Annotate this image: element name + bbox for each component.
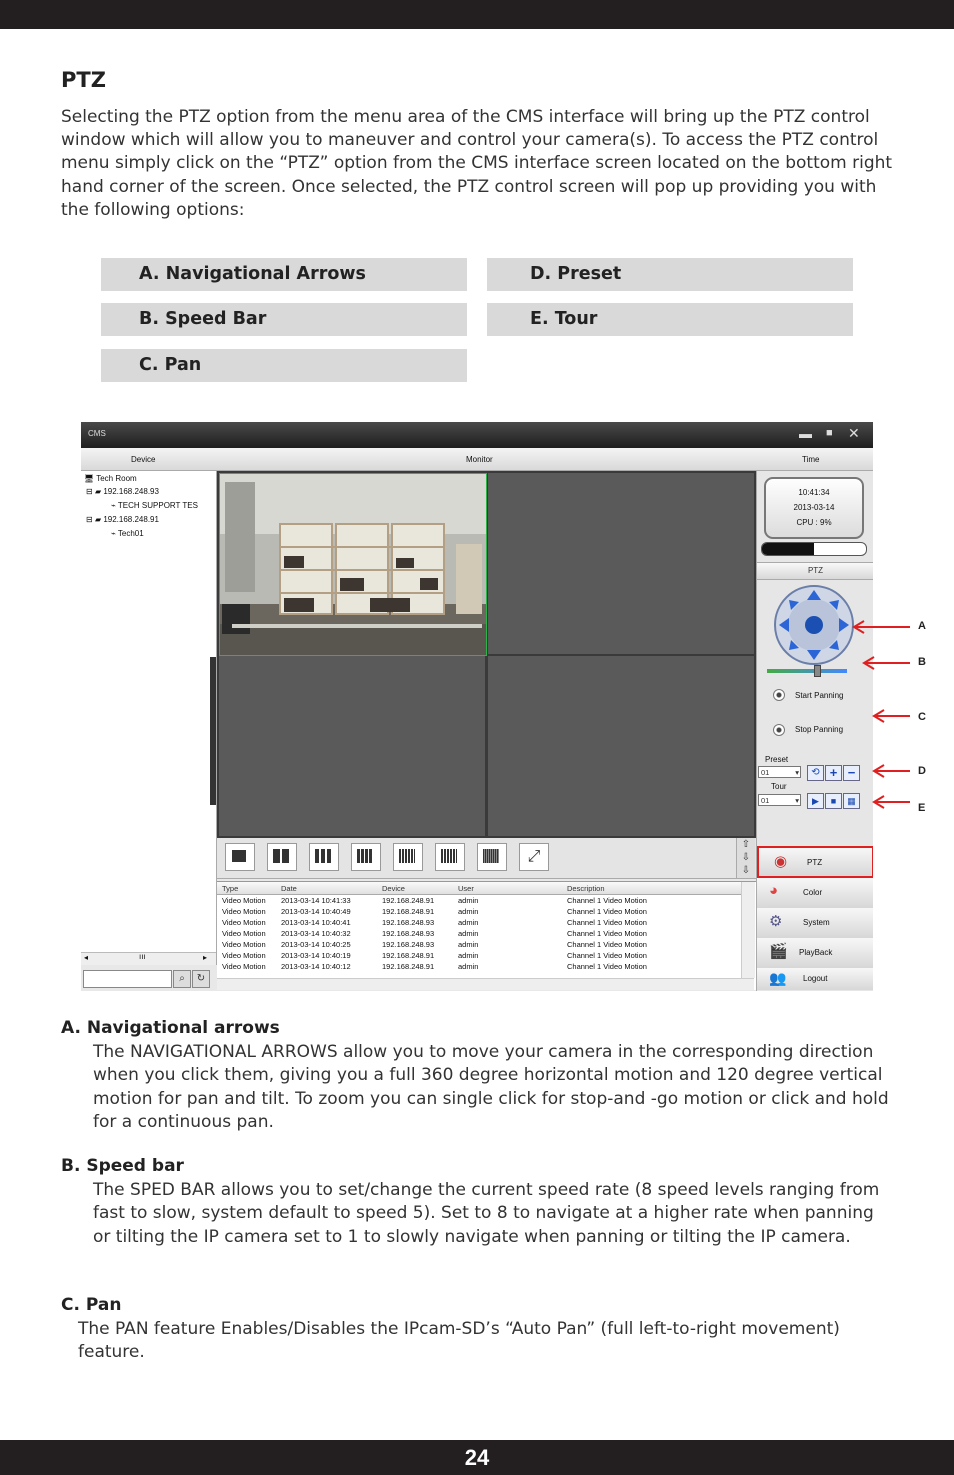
section-c-heading: C. Pan [61,1295,122,1315]
log-cell-date: 2013-03-14 10:40:49 [281,907,351,916]
log-cell-description: Channel 1 Video Motion [567,940,647,949]
tree-item-device-93[interactable]: ⊟ ▰ 192.168.248.93 [86,487,159,496]
color-icon: ◕ [769,882,779,899]
close-icon[interactable]: ✕ [848,425,860,441]
section-b-body: The SPED BAR allows you to set/change the current speed rate (8 speed levels ranging from fast to slow, system default to speed 5). Set to 8 to navigate at a higher rate when panning or tilting the IP camera set to 1 to slowly navigate when panning or tilting the IP camera. [93,1180,880,1247]
option-navigational-arrows: A. Navigational Arrows [101,258,467,291]
tree-item-tech-support[interactable]: ⌁ TECH SUPPORT TES [111,501,198,510]
section-a-heading: A. Navigational arrows [61,1018,280,1038]
tour-select[interactable]: 01 ▾ [758,794,801,806]
option-tour: E. Tour [487,303,853,336]
log-cell-user: admin [458,962,479,971]
table-row[interactable] [217,962,737,973]
callout-e: E [918,802,926,814]
log-cell-user: admin [458,951,479,960]
camera-feed-image [220,474,486,655]
log-header-device: Device [382,884,405,893]
page-number: 24 [0,1440,954,1475]
preset-select[interactable]: 01 ▾ [758,766,801,778]
log-header-date: Date [281,884,297,893]
log-cell-date: 2013-03-14 10:40:19 [281,951,351,960]
log-header-description: Description [567,884,605,893]
option-preset: D. Preset [487,258,853,291]
tree-item-tech-room[interactable]: 🖥 Tech Room [84,474,137,483]
computer-icon: 🖥 [84,474,95,483]
start-panning-label: Start Panning [795,691,844,700]
refresh-icon[interactable]: ↻ [192,970,210,988]
layout-4-button[interactable] [267,843,297,871]
table-row[interactable] [217,896,737,907]
channel-icon: ⌁ [111,501,116,510]
log-cell-description: Channel 1 Video Motion [567,962,647,971]
callout-c: C [918,711,926,723]
log-cell-description: Channel 1 Video Motion [567,918,647,927]
section-b-heading: B. Speed bar [61,1156,184,1176]
chevron-down-icon: ▾ [795,768,799,777]
callout-a: A [918,620,926,632]
system-icon: ⚙ [769,913,783,930]
search-icon[interactable]: ⌕ [173,970,191,988]
table-row[interactable] [217,918,737,929]
cms-title-bar [81,422,873,448]
log-cell-device: 192.168.248.91 [382,896,435,905]
log-horizontal-scrollbar[interactable] [217,978,754,990]
tree-item-tech01[interactable]: ⌁ Tech01 [111,529,144,538]
menu-logout-button[interactable]: 👥 Logout [757,968,873,990]
video-tile-2[interactable] [488,473,754,654]
log-cell-date: 2013-03-14 10:40:41 [281,918,351,927]
menu-ptz-button[interactable]: ◉ PTZ [757,846,873,878]
layout-36-button[interactable] [435,843,465,871]
logout-icon: 👥 [769,970,787,986]
minimize-icon[interactable]: ▬ [799,426,812,441]
device-column-header: Device [131,455,156,464]
log-cell-type: Video Motion [222,896,266,905]
table-row[interactable] [217,940,737,951]
playback-icon: 🎬 [769,943,788,960]
page-title: PTZ [61,68,106,92]
device-search-input[interactable] [83,970,172,988]
stop-panning-radio[interactable] [773,724,785,736]
scroll-right-icon[interactable]: ▸ [203,953,208,962]
menu-system-button[interactable]: ⚙ System [757,908,873,939]
intro-paragraph: Selecting the PTZ option from the menu area of the CMS interface will bring up the PTZ control window which will allow you to maneuver and control your camera(s). To access the PTZ control menu simply click on the “PTZ” option from the CMS interface screen located on the bottom right hand corner of the screen. Once selected, the PTZ control screen will pop up providing you with the following options: [61,107,893,220]
start-panning-radio[interactable] [773,689,785,701]
log-cell-device: 192.168.248.91 [382,962,435,971]
tour-play-icon[interactable]: ▶ [807,793,824,809]
log-cell-device: 192.168.248.91 [382,951,435,960]
log-cell-user: admin [458,918,479,927]
cms-window-title: CMS [88,429,106,438]
section-a-body: The NAVIGATIONAL ARROWS allow you to move your camera in the corresponding direction when you click them, giving you a full 360 degree horizontal motion and 120 degree vertical motion for pan and tilt. To zoom you can single click for stop-and -go motion or click and hold for a continuous pan. [93,1042,889,1132]
log-cell-device: 192.168.248.93 [382,918,435,927]
layout-toolbar [217,838,756,879]
event-log-table [217,881,756,990]
ptz-icon: ◉ [774,853,788,870]
video-tile-3[interactable] [219,656,485,836]
status-progress-bar [761,542,867,556]
log-cell-date: 2013-03-14 10:40:25 [281,940,351,949]
log-vertical-scrollbar[interactable] [741,882,755,978]
tree-item-device-91[interactable]: ⊟ ▰ 192.168.248.91 [86,515,159,524]
monitor-grid [217,471,756,838]
table-row[interactable] [217,929,737,940]
layout-9-button[interactable] [309,843,339,871]
clock-date: 2013-03-14 [793,503,835,512]
callout-arrows [840,615,920,820]
log-cell-device: 192.168.248.93 [382,940,435,949]
log-cell-device: 192.168.248.93 [382,929,435,938]
log-cell-device: 192.168.248.91 [382,907,435,916]
log-cell-date: 2013-03-14 10:41:33 [281,896,351,905]
callout-d: D [918,765,926,777]
table-row[interactable] [217,951,737,962]
preset-add-icon[interactable]: + [825,765,842,781]
layout-25-button[interactable] [393,843,423,871]
tree-scrollbar[interactable] [81,952,216,965]
monitor-column-header: Monitor [466,455,493,464]
time-column-header: Time [802,455,820,464]
cpu-usage: CPU : 9% [796,518,832,527]
fullscreen-icon[interactable]: ⤢ [519,843,549,871]
log-cell-date: 2013-03-14 10:40:12 [281,962,351,971]
collapse-panel-handle[interactable] [210,657,216,805]
log-cell-description: Channel 1 Video Motion [567,951,647,960]
log-cell-type: Video Motion [222,929,266,938]
cms-header-row [81,448,873,471]
maximize-icon[interactable]: ■ [826,427,833,439]
clock-display [764,477,864,539]
preset-goto-icon[interactable]: ⟲ [807,765,824,781]
log-cell-type: Video Motion [222,907,266,916]
log-cell-description: Channel 1 Video Motion [567,907,647,916]
video-tile-1[interactable] [219,473,487,656]
speed-bar-thumb[interactable] [814,665,821,677]
log-cell-description: Channel 1 Video Motion [567,896,647,905]
menu-color-button[interactable]: ◕ Color [757,878,873,909]
log-cell-type: Video Motion [222,951,266,960]
cms-screenshot [81,422,873,991]
log-header-user: User [458,884,474,893]
speed-bar[interactable] [767,669,847,673]
camera-icon: ▰ [94,515,102,524]
log-cell-user: admin [458,896,479,905]
preset-remove-icon[interactable]: − [843,765,860,781]
camera-icon: ▰ [94,487,102,496]
device-tree [81,471,217,965]
option-speed-bar: B. Speed Bar [101,303,467,336]
toolbar-scroll[interactable]: ⇧ ⇩ ⇩ [736,838,755,878]
log-cell-type: Video Motion [222,918,266,927]
callout-b: B [918,656,926,668]
tour-grid-icon[interactable]: ▦ [843,793,860,809]
tour-label: Tour [771,782,787,791]
video-tile-4[interactable] [488,656,754,836]
section-c-body: The PAN feature Enables/Disables the IPcam-SD’s “Auto Pan” (full left-to-right movement) feature. [78,1319,840,1363]
chevron-down-icon: ▾ [795,796,799,805]
log-cell-user: admin [458,940,479,949]
menu-playback-button[interactable]: 🎬 PlayBack [757,938,873,969]
ptz-panel-header: PTZ [757,562,873,580]
top-bar [0,0,954,29]
log-cell-type: Video Motion [222,940,266,949]
layout-16-button[interactable] [351,843,381,871]
scroll-left-icon[interactable]: ◂ [84,953,89,962]
log-cell-description: Channel 1 Video Motion [567,929,647,938]
option-pan: C. Pan [101,349,467,382]
table-row[interactable] [217,907,737,918]
preset-label: Preset [765,755,789,764]
log-cell-date: 2013-03-14 10:40:32 [281,929,351,938]
layout-64-button[interactable] [477,843,507,871]
log-rows [217,896,741,976]
log-header-row [217,882,741,895]
stop-panning-label: Stop Panning [795,725,844,734]
tour-stop-icon[interactable]: ■ [825,793,842,809]
log-header-type: Type [222,884,239,893]
clock-time: 10:41:34 [798,488,830,497]
channel-icon: ⌁ [111,529,116,538]
log-cell-type: Video Motion [222,962,266,971]
log-cell-user: admin [458,929,479,938]
layout-1-button[interactable] [225,843,255,871]
scroll-grip-icon: ııı [139,952,146,961]
log-cell-user: admin [458,907,479,916]
